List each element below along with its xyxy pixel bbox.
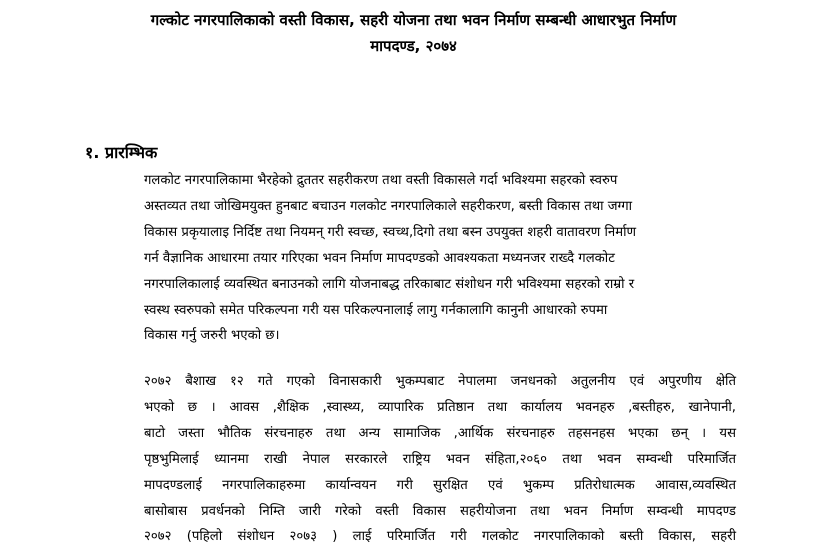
- paragraph-2-line: भएको छ । आवस ,शैक्षिक ,स्वास्थ्य, व्यापारिक प्रतिष्ठान तथा कार्यालय भवनहरु ,बस्तीहरु, खानेपानी,: [144, 399, 736, 415]
- paragraph-2: [144, 369, 736, 550]
- document-title-line-1: गल्कोट नगरपालिकाको वस्ती विकास, सहरी योजना तथा भवन निर्माण सम्बन्धी आधारभुत निर्माण: [150, 11, 677, 29]
- paragraph-1-line: विकास प्रकृयालाइ निर्दिष्ट तथा नियमन् गरी स्वच्छ, स्वच्थ,दिगो तथा बस्न उपयुक्त शहरी वातावरण निर्माण: [144, 224, 637, 240]
- paragraph-2-line: बासोबास प्रवर्धनको निम्ति जारी गरेको वस्ती विकास सहरीयोजना तथा भवन निर्माण सम्वन्धी मापदण्ड: [144, 503, 736, 519]
- paragraph-2-line: पृष्ठभुमिलाई ध्यानमा राखी नेपाल सरकारले राष्ट्रिय भवन संहिता,२०६० तथा भवन सम्वन्धी परिमार्जित: [144, 451, 736, 467]
- paragraph-1-line: गलकोट नगरपालिकामा भैरहेको द्रुततर सहरीकरण तथा वस्ती विकासले गर्दा भविश्यमा सहरको स्वरुप: [144, 173, 618, 188]
- paragraph-1: [144, 168, 736, 349]
- paragraph-2-line: २०७२ (पहिलो संशोधन २०७३ ) लाई परिमार्जित गरी गलकोट नगरपालिकाको बस्ती विकास, सहरी: [144, 529, 736, 545]
- paragraph-1-line-last: विकास गर्नु जरुरी भएको छ।: [144, 328, 280, 344]
- paragraph-2-line: बाटो जस्ता भौतिक संरचनाहरु तथा अन्य सामाजिक ,आर्थिक संरचनाहरु तहसनहस भएका छन् । यस: [144, 425, 736, 441]
- paragraph-1-line: स्वस्थ स्वरुपको समेत परिकल्पना गरी यस परिकल्पनालाई लागु गर्नकालागि कानुनी आधारको रुपमा: [144, 302, 608, 318]
- paragraph-1-line: गर्न वैज्ञानिक आधारमा तयार गरिएका भवन निर्माण मापदण्डको आवश्यकता मध्यनजर राख्दै गलकोट: [144, 250, 615, 266]
- section-heading-introduction: १. प्रारम्भिक: [85, 143, 158, 162]
- document-title-line-2: मापदण्ड, २०७४: [370, 37, 457, 55]
- paragraph-2-line: २०७२ बैशाख १२ गते गएको विनासकारी भुकम्पबाट नेपालमा जनधनको अतुलनीय एवं अपुरणीय क्षेति: [144, 374, 736, 389]
- paragraph-2-line: मापदण्डलाई नगरपालिकाहरुमा कार्यान्वयन गरी सुरक्षित एवं भुकम्प प्रतिरोधात्मक आवास,व्यवस्थित: [144, 477, 736, 493]
- paragraph-1-line: अस्तव्यत तथा जोखिमयुक्त हुनबाट बचाउन गलकोट नगरपालिकाले सहरीकरण, बस्ती विकास तथा जग्गा: [144, 198, 633, 214]
- paragraph-1-line: नगरपालिकालाई व्यवस्थित बनाउनको लागि योजनाबद्ध तरिकाबाट संशोधन गरी भविश्यमा सहरको राम्रो र: [144, 276, 635, 292]
